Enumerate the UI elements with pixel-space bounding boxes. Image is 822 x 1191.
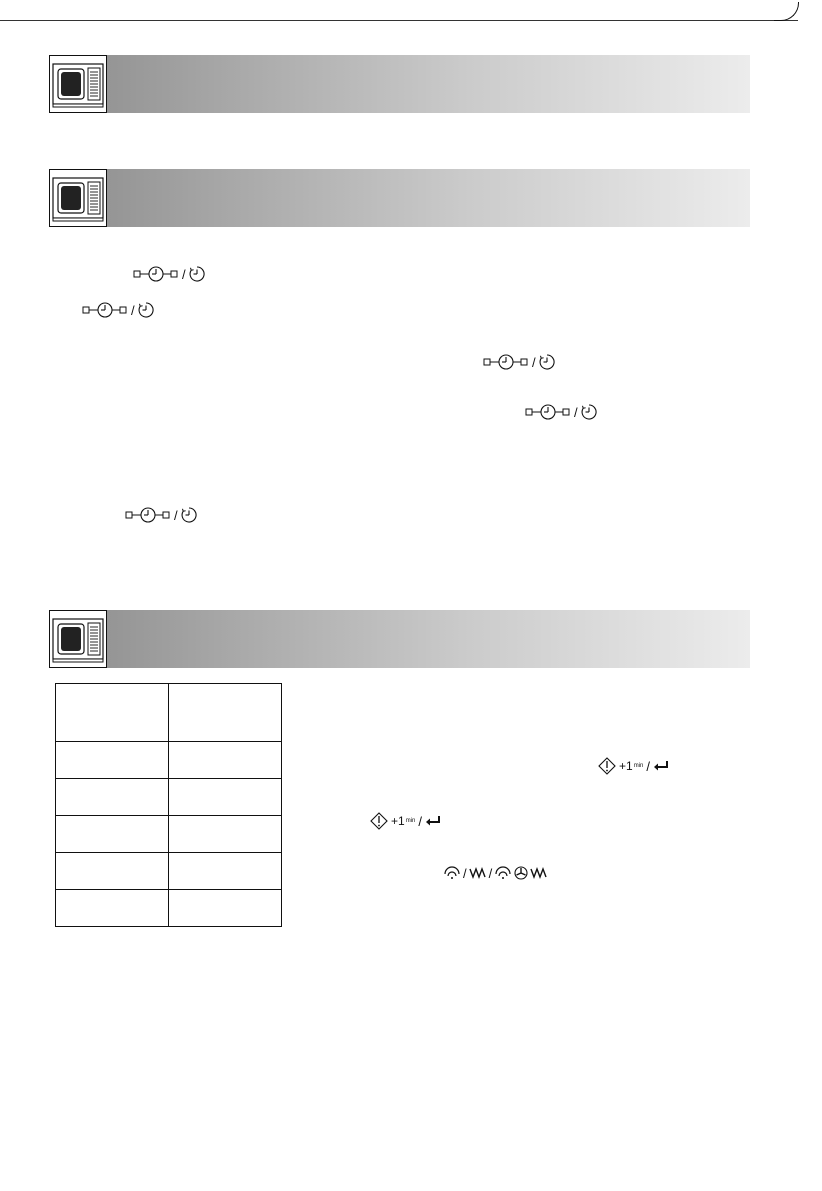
cooking-mode-symbols: / /: [443, 866, 548, 880]
table-row: [56, 816, 282, 853]
cut-line: [0, 20, 798, 21]
timer-icon: [581, 404, 597, 420]
table-cell: [56, 816, 169, 853]
table-cell: [56, 853, 169, 890]
table-cell: [169, 779, 282, 816]
table-row: [56, 779, 282, 816]
table-cell: [56, 890, 169, 927]
microwave-oven-icon: [49, 610, 107, 668]
start-icon: [598, 757, 616, 775]
table-cell: [169, 890, 282, 927]
table-row: [56, 853, 282, 890]
enter-arrow-icon: [653, 760, 669, 772]
clock-icon: [133, 266, 179, 282]
timer-icon: [138, 302, 154, 318]
microwave-oven-icon: [49, 169, 107, 227]
clock-timer-symbol: /: [483, 354, 555, 370]
data-table: [55, 683, 282, 927]
table-cell: [169, 816, 282, 853]
timer-icon: [181, 507, 197, 523]
table-header-cell: [56, 684, 169, 742]
clock-icon: [125, 507, 171, 523]
section-header-band-3: [49, 610, 750, 668]
clock-icon: [82, 302, 128, 318]
grill-icon: [443, 866, 461, 880]
section-header-band-1: [49, 55, 750, 113]
timer-icon: [539, 354, 555, 370]
table-cell: [56, 779, 169, 816]
clock-icon: [525, 404, 571, 420]
clock-timer-symbol: /: [525, 404, 597, 420]
convection-icon: [469, 866, 487, 880]
grill-icon: [494, 866, 512, 880]
convection-icon: [530, 866, 548, 880]
fan-icon: [514, 866, 528, 880]
start-plus-one-symbol: +1 min /: [370, 812, 441, 830]
table-header-cell: [169, 684, 282, 742]
clock-icon: [483, 354, 529, 370]
table-header-row: [56, 684, 282, 742]
timer-icon: [189, 266, 205, 282]
clock-timer-symbol: /: [82, 302, 154, 318]
clock-timer-symbol: /: [125, 507, 197, 523]
enter-arrow-icon: [425, 815, 441, 827]
start-plus-one-symbol: +1 min /: [598, 757, 669, 775]
table-cell: [169, 853, 282, 890]
table-cell: [56, 742, 169, 779]
clock-timer-symbol: /: [133, 266, 205, 282]
table-cell: [169, 742, 282, 779]
microwave-oven-icon: [49, 55, 107, 113]
section-header-band-2: [49, 169, 750, 227]
start-icon: [370, 812, 388, 830]
table-row: [56, 742, 282, 779]
cut-notch: [774, 2, 799, 21]
table-row: [56, 890, 282, 927]
